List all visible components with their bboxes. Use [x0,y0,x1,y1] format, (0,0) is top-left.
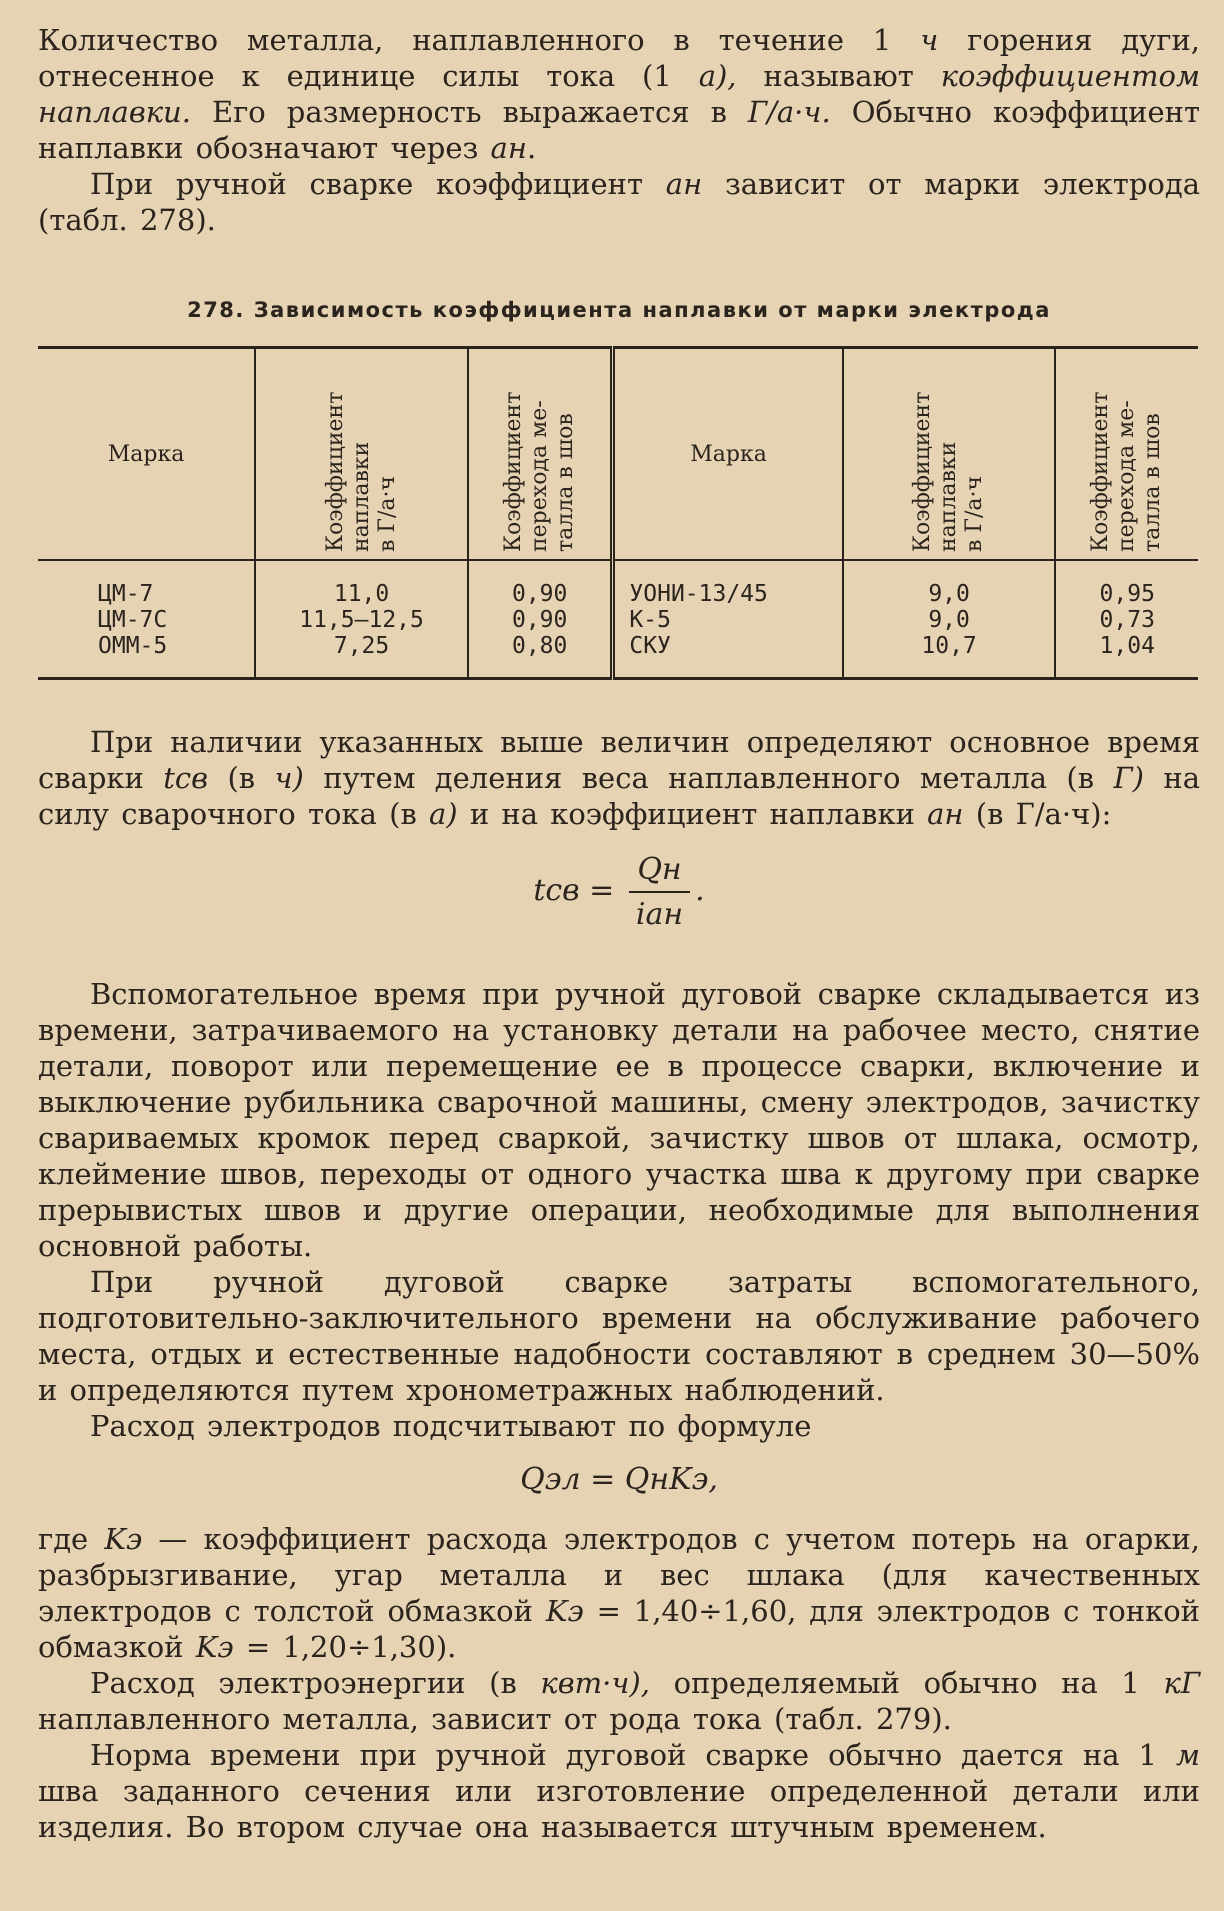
cell-brands-2: УОНИ-13/45 К-5 СКУ [613,560,843,679]
paragraph-2: При ручной сварке коэффициент aн зависит от марки электрода (табл. 278). [38,167,1201,237]
paragraph-7: где Kэ — коэффициент расхода электродов с учетом потерь на огарки, разбрызгивание, угар металла и вес шлака (для качественных электродов с толстой обмазкой Kэ = 1,40÷1,60, для электродов с тонкой обмазкой Kэ = 1,20÷1,30). [38,1522,1201,1664]
paragraph-4: Вспомогательное время при ручной дуговой сварке складывается из времени, затрачиваемого на установку детали на рабочее место, снятие детали, поворот или перемещение ее в процессе сварки, включение и выключение рубильника сварочной машины, смену электродов, зачистку свариваемых кромок перед сваркой, зачистку швов от шлака, осмотр, клеймение швов, переходы от одного участка шва к другому при сварке прерывистых швов и другие операции, необходимые для выполнения основной работы. [38,977,1200,1263]
cell-coef-2: 9,0 9,0 10,7 [843,560,1056,679]
paragraph-6: Расход электродов подсчитывают по формуле [90,1409,812,1443]
paragraph-8: Расход электроэнергии (в квт·ч), определяемый обычно на 1 кГ наплавленного металла, зависит от рода тока (табл. 279). [38,1666,1201,1736]
paragraph-5: При ручной дуговой сварке затраты вспомогательного, подготовительно-заключительного времени на обслуживание рабочего места, отдых и естественные надобности составляют в среднем 30—50% и определяются путем хронометражных наблюдений. [38,1265,1200,1407]
paragraph-9: Норма времени при ручной дуговой сварке обычно дается на 1 м шва заданного сечения или изготовление определенной детали или изделия. Во втором случае она называется штучным временем. [38,1738,1200,1844]
col-header-brand-2: Марка [613,348,843,561]
table-row [38,560,1198,679]
col-header-transfer-1: Коэффициент перехода ме- талла в шов [468,348,613,561]
col-header-brand-1: Марка [38,348,255,561]
formula-time: tсв = $\frac{Qн}{\text{iaн}}$ . [533,852,705,932]
col-header-transfer-2: Коэффициент перехода ме- талла в шов [1055,348,1198,561]
col-header-coef-2: Коэффициент наплавки в Г/а·ч [843,348,1056,561]
cell-coef-1: 11,0 11,5—12,5 7,25 [255,560,468,679]
col-header-coef-1: Коэффициент наплавки в Г/а·ч [255,348,468,561]
table-caption: 278. Зависимость коэффициента наплавки от марки электрода [187,298,1051,322]
paragraph-1: Количество металла, наплавленного в течение 1 ч горения дуги, отнесенное к единице силы тока (1 а), называют коэффициентом наплавки. Его размерность выражается в Г/а·ч. Обычно коэффициент наплавки обозначают через aн. [38,23,1201,165]
formula-electrodes: Qэл = QнKэ, [520,1462,718,1497]
cell-transfer-1: 0,90 0,90 0,80 [468,560,613,679]
electrode-table [38,346,1198,680]
cell-transfer-2: 0,95 0,73 1,04 [1055,560,1198,679]
paragraph-3: При наличии указанных выше величин определяют основное время сварки tсв (в ч) путем деления веса наплавленного металла (в Г) на силу сварочного тока (в а) и на коэффициент наплавки aн (в Г/а·ч): [38,725,1200,831]
cell-brands-1: ЦМ-7 ЦМ-7С ОММ-5 [98,581,168,659]
